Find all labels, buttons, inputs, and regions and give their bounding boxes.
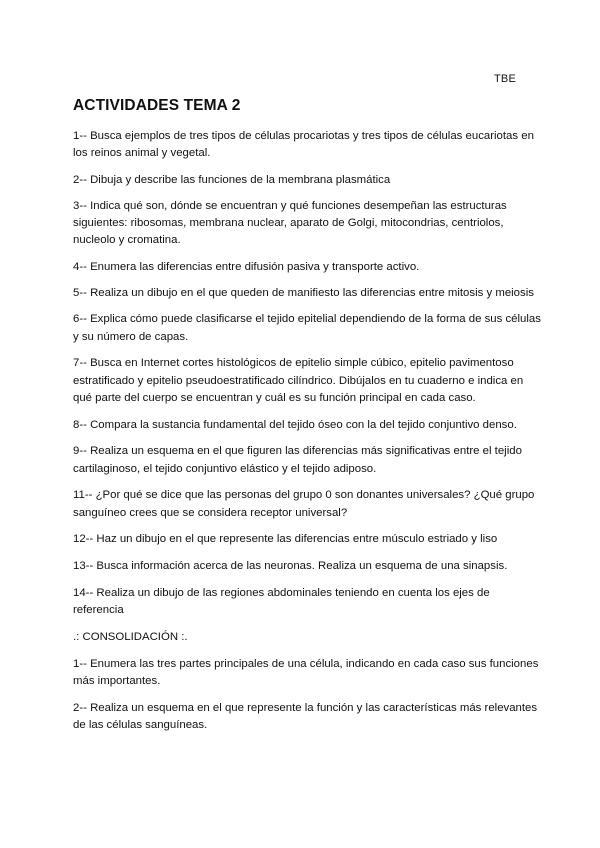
activity-item: 13-- Busca información acerca de las neuronas. Realiza un esquema de una sinapsis. — [73, 560, 508, 573]
activity-item: 8-- Compara la sustancia fundamental del tejido óseo con la del tejido conjuntivo denso. — [73, 418, 517, 431]
activity-item: 11-- ¿Por qué se dice que las personas del grupo 0 son donantes universales? ¿Qué grupo sanguíneo crees que se considera receptor universal? — [73, 489, 535, 519]
activity-item: 7-- Busca en Internet cortes histológicos de epitelio simple cúbico, epitelio pavimentoso estratificado y epitelio pseudoestratificado cilíndrico. Dibújalos en tu cuaderno e indica en qué parte del cuerpo se encuentran y cuál es su función principal en cada caso. — [73, 357, 524, 404]
consolidation-item: 1-- Enumera las tres partes principales de una célula, indicando en cada caso sus funciones más importantes. — [73, 657, 539, 687]
header-mark: TBE — [494, 73, 516, 85]
activities-list — [73, 128, 543, 744]
page-title: ACTIVIDADES TEMA 2 — [73, 97, 241, 114]
activity-item: 4-- Enumera las diferencias entre difusión pasiva y transporte activo. — [73, 260, 420, 273]
consolidation-item: 2-- Realiza un esquema en el que represente la función y las características más relevantes de las células sanguíneas. — [73, 701, 538, 731]
activity-item: 12-- Haz un dibujo en el que represente las diferencias entre músculo estriado y liso — [73, 533, 498, 546]
activity-item: 1-- Busca ejemplos de tres tipos de células procariotas y tres tipos de células eucariotas en los reinos animal y vegetal. — [73, 130, 534, 160]
activity-item: 2-- Dibuja y describe las funciones de la membrana plasmática — [73, 174, 391, 186]
activity-item: 5-- Realiza un dibujo en el que queden de manifiesto las diferencias entre mitosis y meiosis — [73, 286, 534, 299]
activity-item: 9-- Realiza un esquema en el que figuren las diferencias más significativas entre el tejido cartilaginoso, el tejido conjuntivo elástico y el tejido adiposo. — [73, 445, 522, 475]
activity-item: 3-- Indica qué son, dónde se encuentran y qué funciones desempeñan las estructuras siguientes: ribosomas, membrana nuclear, aparato de Golgi, mitocondrias, centriolos, nucleolo y cromatina. — [73, 199, 507, 247]
activity-item: 6-- Explica cómo puede clasificarse el tejido epitelial dependiendo de la forma de sus células y su número de capas. — [73, 313, 541, 343]
activity-item: 14-- Realiza un dibujo de las regiones abdominales teniendo en cuenta los ejes de referencia — [73, 587, 490, 617]
consolidation-heading: .: CONSOLIDACIÓN :. — [73, 631, 188, 643]
